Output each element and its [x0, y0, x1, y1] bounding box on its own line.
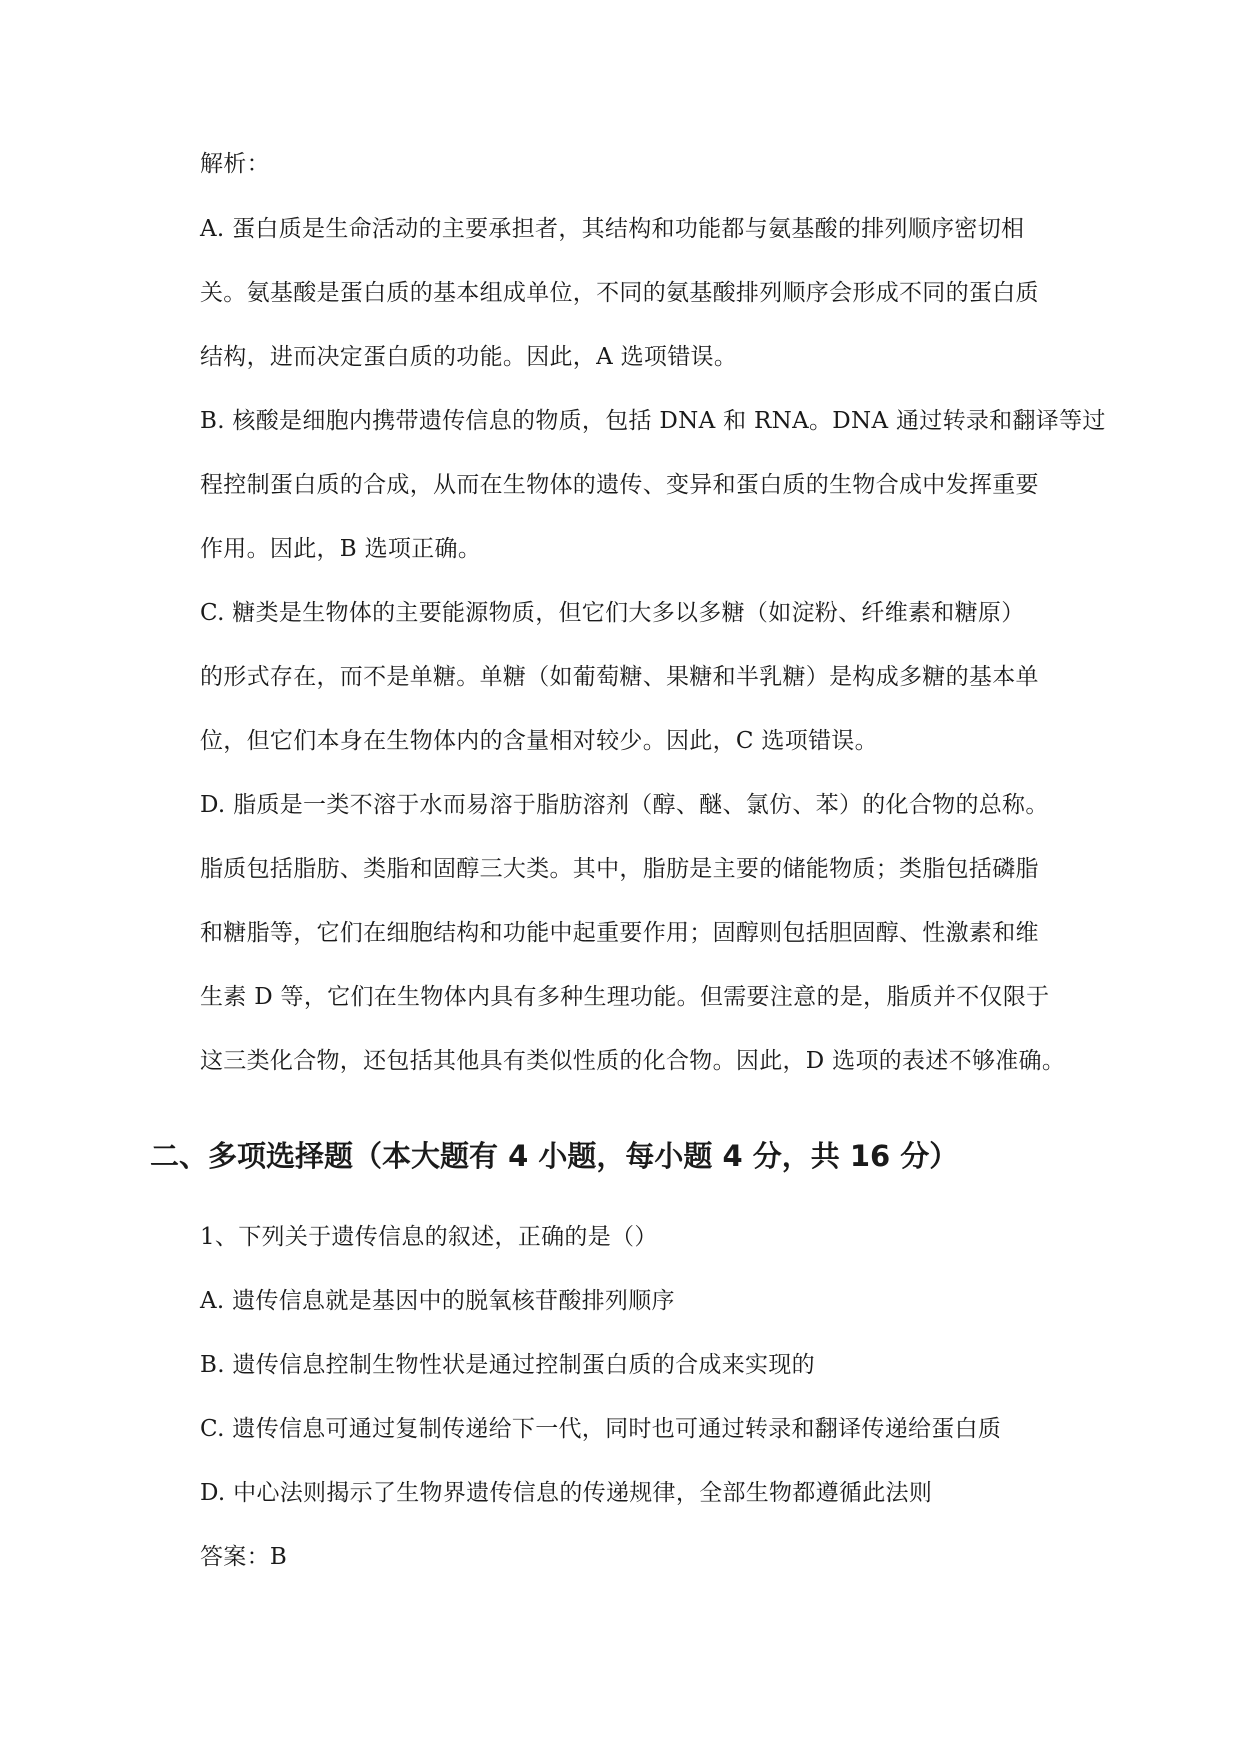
- answer-line: 答案：B: [200, 1544, 288, 1570]
- analysis-line: 脂质包括脂肪、类脂和固醇三大类。其中，脂肪是主要的储能物质；类脂包括磷脂: [200, 856, 1039, 882]
- question-option-a: A. 遗传信息就是基因中的脱氧核苷酸排列顺序: [200, 1288, 675, 1314]
- analysis-label: 解析：: [200, 151, 270, 177]
- analysis-line: 的形式存在，而不是单糖。单糖（如葡萄糖、果糖和半乳糖）是构成多糖的基本单: [200, 664, 1039, 690]
- section-heading: 二、多项选择题（本大题有 4 小题，每小题 4 分，共 16 分）: [150, 1139, 959, 1173]
- analysis-line: 关。氨基酸是蛋白质的基本组成单位，不同的氨基酸排列顺序会形成不同的蛋白质: [200, 280, 1039, 306]
- question-option-b: B. 遗传信息控制生物性状是通过控制蛋白质的合成来实现的: [200, 1352, 815, 1378]
- analysis-line: 位，但它们本身在生物体内的含量相对较少。因此，C 选项错误。: [200, 728, 878, 754]
- analysis-line: 作用。因此，B 选项正确。: [200, 536, 482, 562]
- analysis-line: 结构，进而决定蛋白质的功能。因此，A 选项错误。: [200, 344, 738, 370]
- analysis-line: 程控制蛋白质的合成，从而在生物体的遗传、变异和蛋白质的生物合成中发挥重要: [200, 472, 1039, 498]
- analysis-line: 和糖脂等，它们在细胞结构和功能中起重要作用；固醇则包括胆固醇、性激素和维: [200, 920, 1039, 946]
- analysis-line: C. 糖类是生物体的主要能源物质，但它们大多以多糖（如淀粉、纤维素和糖原）: [200, 600, 1025, 626]
- analysis-line: 生素 D 等，它们在生物体内具有多种生理功能。但需要注意的是，脂质并不仅限于: [200, 984, 1050, 1010]
- analysis-line: 这三类化合物，还包括其他具有类似性质的化合物。因此，D 选项的表述不够准确。: [200, 1048, 1066, 1074]
- question-option-c: C. 遗传信息可通过复制传递给下一代，同时也可通过转录和翻译传递给蛋白质: [200, 1416, 1002, 1442]
- question-stem: 1、下列关于遗传信息的叙述，正确的是（）: [200, 1224, 658, 1250]
- analysis-line: B. 核酸是细胞内携带遗传信息的物质，包括 DNA 和 RNA。DNA 通过转录和翻译等过: [200, 408, 1106, 434]
- analysis-line: A. 蛋白质是生命活动的主要承担者，其结构和功能都与氨基酸的排列顺序密切相: [200, 216, 1025, 242]
- question-option-d: D. 中心法则揭示了生物界遗传信息的传递规律，全部生物都遵循此法则: [200, 1480, 933, 1506]
- analysis-line: D. 脂质是一类不溶于水而易溶于脂肪溶剂（醇、醚、氯仿、苯）的化合物的总称。: [200, 792, 1049, 818]
